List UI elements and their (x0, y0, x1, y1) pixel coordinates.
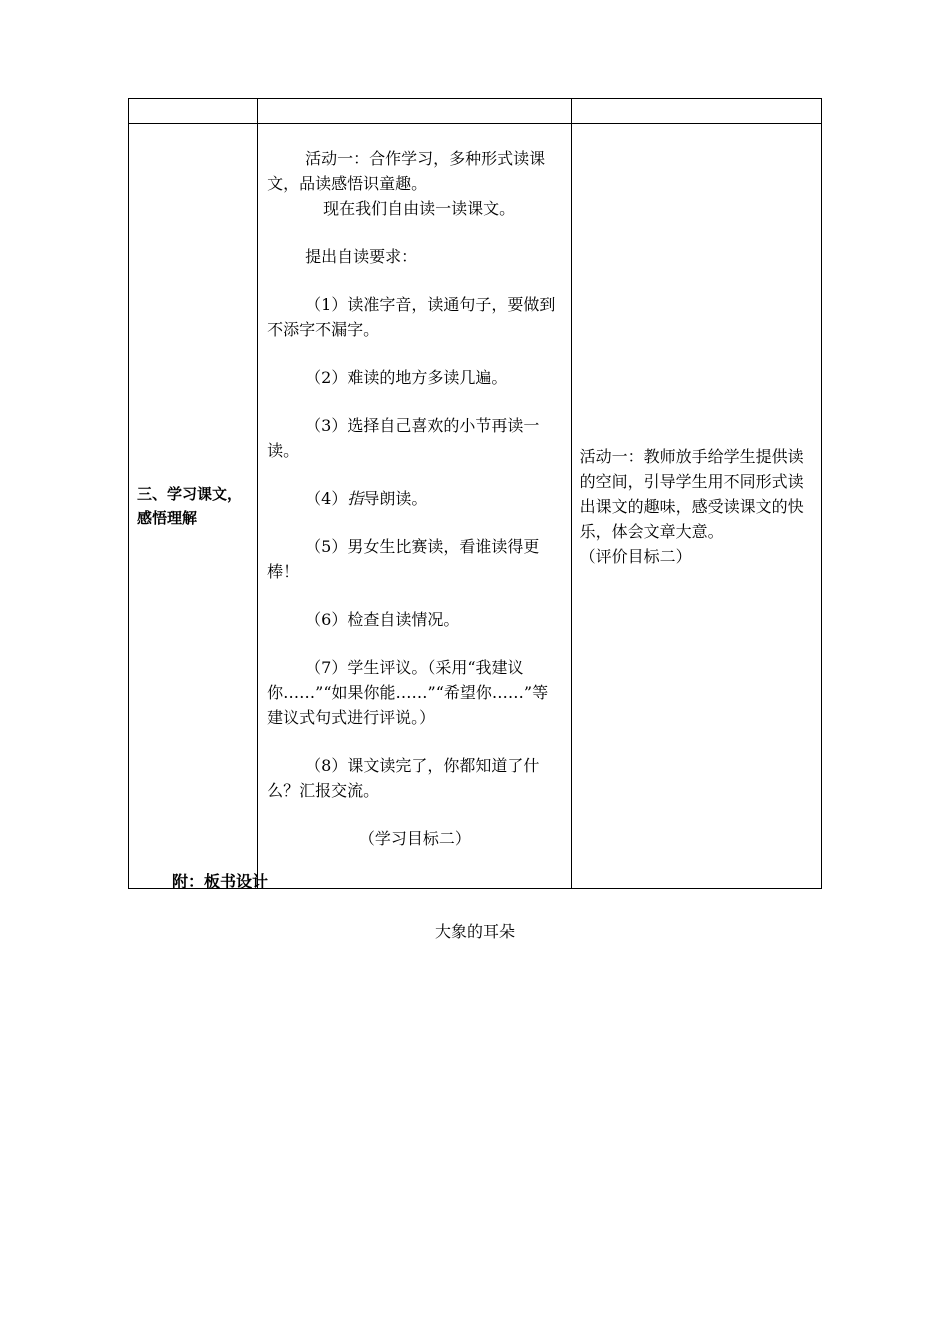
learning-goal: （学习目标二） (358, 829, 471, 848)
table-header-row (129, 99, 822, 124)
requirement-prefix: （4） (305, 489, 348, 508)
appendix-label: 附：板书设计 (172, 872, 269, 891)
requirement-item: （5）男女生比赛读，看谁读得更棒！ (267, 537, 540, 581)
evaluation-goal: （评价目标二） (579, 546, 692, 566)
lesson-plan-table (128, 98, 822, 889)
requirement-item: （2）难读的地方多读几遍。 (305, 368, 508, 387)
board-title: 大象的耳朵 (434, 922, 515, 941)
requirement-item (267, 486, 562, 511)
table-row (129, 124, 822, 889)
activity-cell (258, 124, 571, 889)
evaluation-cell (571, 124, 821, 889)
requirement-item: （3）选择自己喜欢的小节再读一读。 (267, 416, 540, 460)
requirement-suffix: 导朗读。 (363, 489, 428, 508)
activity-free-read: 现在我们自由读一读课文。 (323, 199, 516, 218)
empty-cell (258, 99, 571, 124)
requirement-title: 提出自读要求： (305, 247, 418, 266)
requirement-item: （7）学生评议。（采用“我建议你……”“如果你能……”“希望你……”等建议式句式进行评说。） (267, 658, 549, 727)
requirement-item: （6）检查自读情况。 (305, 610, 460, 629)
requirement-item: （1）读准字音，读通句子，要做到不添字不漏字。 (267, 295, 556, 339)
empty-cell (571, 99, 821, 124)
activity-intro: 活动一：合作学习，多种形式读课文，品读感悟识童趣。 (267, 149, 546, 193)
empty-cell (129, 99, 258, 124)
requirement-italic-word: 指 (347, 489, 364, 508)
requirement-item: （8）课文读完了，你都知道了什么？汇报交流。 (267, 756, 540, 800)
stage-label: 三、学习课文，感悟理解 (129, 124, 258, 889)
evaluation-text: 活动一：教师放手给学生提供读的空间，引导学生用不同形式读出课文的趣味，感受读课文的快乐，体会文章大意。 (579, 446, 804, 541)
